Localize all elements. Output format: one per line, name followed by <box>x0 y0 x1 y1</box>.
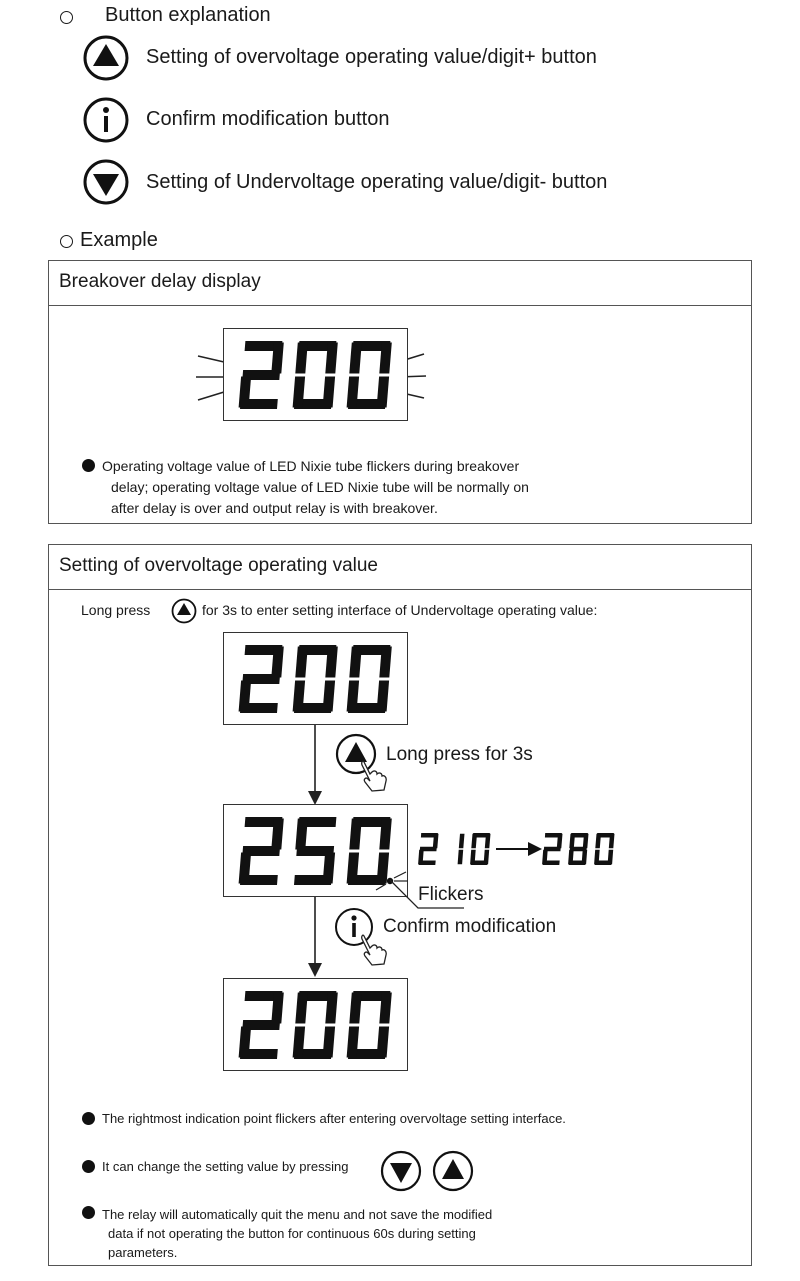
intro-text-before: Long press <box>81 602 151 618</box>
lcd-segment <box>349 343 362 374</box>
up-triangle-icon <box>432 1150 474 1192</box>
lcd-display-initial <box>223 632 408 725</box>
step-1-label: Long press for 3s <box>386 744 533 765</box>
panel-title: Setting of overvoltage operating value <box>59 555 378 576</box>
flow-arrow-icon <box>300 725 330 807</box>
note-line: Operating voltage value of LED Nixie tube flickers during breakover <box>102 458 520 474</box>
lcd-segment <box>349 819 362 850</box>
note-3 <box>102 1205 622 1262</box>
panel-title: Breakover delay display <box>59 271 261 292</box>
button-explanation-heading: Button explanation <box>105 4 271 26</box>
lcd-segment <box>569 834 575 849</box>
note-bullet <box>82 459 95 472</box>
lcd-segment <box>240 399 278 409</box>
range-to-display <box>538 829 620 869</box>
lcd-segment <box>240 875 278 885</box>
info-icon <box>83 97 129 143</box>
flickers-label: Flickers <box>418 884 484 905</box>
step-2-label: Confirm modification <box>383 916 557 937</box>
note-1: The rightmost indication point flickers after entering overvoltage setting interface. <box>102 1111 566 1126</box>
down-button-description: Setting of Undervoltage operating value/digit- button <box>146 171 608 193</box>
lcd-segment <box>595 834 601 849</box>
note-bullet <box>82 1206 95 1219</box>
note-line: delay; operating voltage value of LED Nixie tube will be normally on <box>111 479 529 495</box>
down-triangle-icon <box>83 159 129 205</box>
lcd-segment <box>459 834 465 849</box>
note-line: after delay is over and output relay is with breakover. <box>111 500 438 516</box>
lcd-segment <box>295 343 308 374</box>
up-triangle-icon <box>171 598 197 624</box>
example-heading: Example <box>80 229 158 251</box>
lcd-segment <box>295 647 308 678</box>
lcd-segment <box>543 861 560 866</box>
lcd-segment <box>295 993 308 1024</box>
lcd-segment <box>458 850 464 865</box>
up-triangle-icon <box>83 35 129 81</box>
intro-text-after: for 3s to enter setting interface of Undervoltage operating value: <box>202 602 598 618</box>
range-arrow-icon <box>494 838 544 860</box>
lcd-segment <box>349 993 362 1024</box>
note-line: The relay will automatically quit the menu and not save the modified <box>102 1207 493 1222</box>
info-button-description: Confirm modification button <box>146 108 390 130</box>
note-bullet <box>82 1160 95 1173</box>
section-bullet <box>60 235 73 248</box>
panel-header <box>49 261 751 306</box>
pointing-hand-icon <box>360 934 390 968</box>
lcd-segment <box>349 647 362 678</box>
flow-arrow-icon <box>300 895 330 979</box>
note-line: parameters. <box>108 1245 178 1260</box>
lcd-segment <box>419 861 436 866</box>
breakover-note <box>102 456 702 519</box>
down-triangle-icon <box>380 1150 422 1192</box>
range-from-display <box>414 829 496 869</box>
lcd-segment <box>471 834 477 849</box>
lcd-display-confirmed <box>223 978 408 1071</box>
lcd-segment <box>240 1049 278 1059</box>
lcd-segment <box>570 847 587 852</box>
note-line: data if not operating the button for continuous 60s during setting <box>108 1226 476 1241</box>
lcd-segment <box>295 819 308 850</box>
up-button-description: Setting of overvoltage operating value/digit+ button <box>146 46 597 68</box>
note-2: It can change the setting value by pressing <box>102 1159 349 1174</box>
lcd-segment <box>294 875 332 885</box>
panel-header <box>49 545 751 590</box>
lcd-segment <box>240 703 278 713</box>
note-bullet <box>82 1112 95 1125</box>
breakover-lcd-display <box>223 328 408 421</box>
section-bullet <box>60 11 73 24</box>
